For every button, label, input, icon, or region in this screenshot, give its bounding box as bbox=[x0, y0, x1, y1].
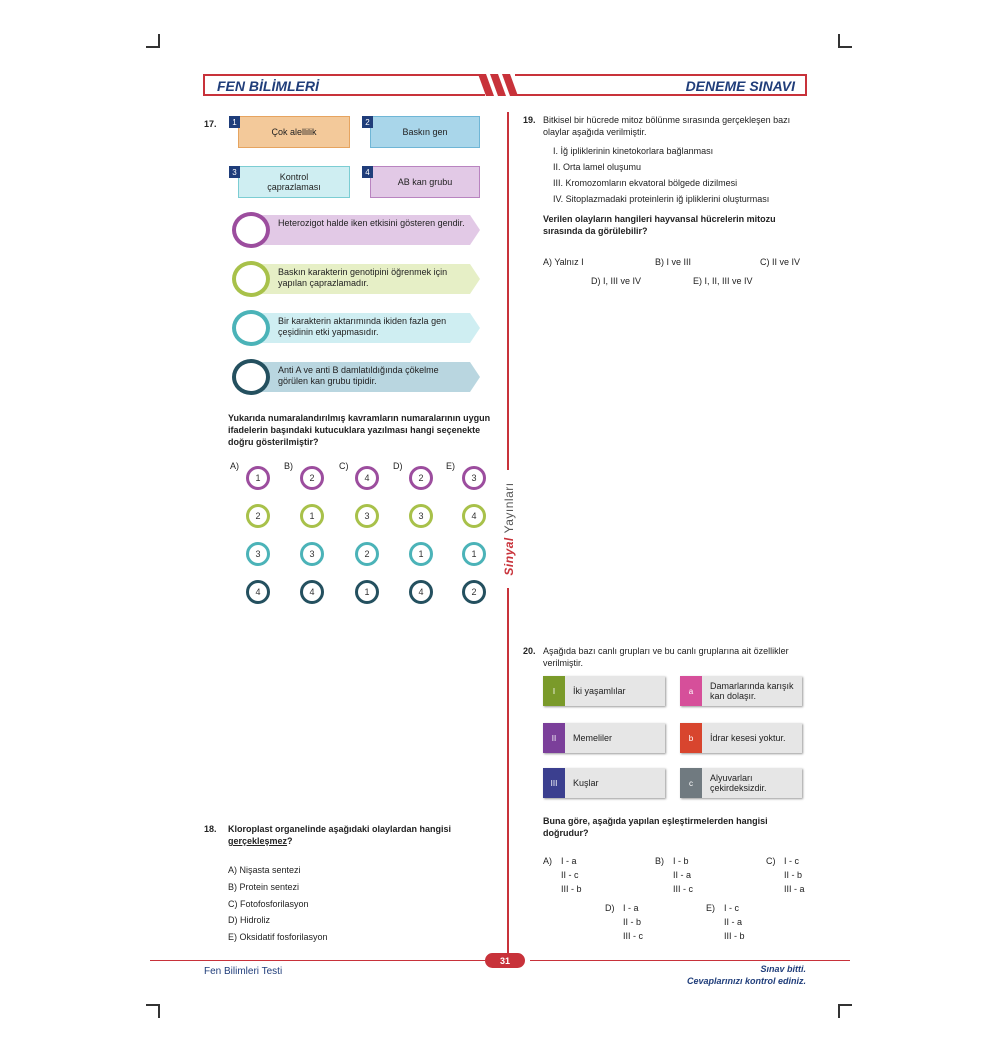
q17-option-circle bbox=[246, 504, 270, 528]
side-brand-part1: Sinyal bbox=[502, 537, 516, 576]
q19-question: Verilen olayların hangileri hayvansal hücrelerin mitozu sırasında da görülebilir? bbox=[543, 214, 776, 236]
header-right-box bbox=[515, 74, 807, 96]
q17-option-circle bbox=[409, 542, 433, 566]
q17-answer-box bbox=[232, 261, 270, 297]
q20-group-3 bbox=[543, 768, 665, 798]
q17-question: Yukarıda numaralandırılmış kavramların numaralarının uygun ifadelerin başındaki kutucuklara yazılması hangi seçenekte doğru gösterilmiştir? bbox=[228, 413, 491, 447]
q20-feature-a bbox=[680, 676, 802, 706]
q20-group-label: Kuşlar bbox=[573, 778, 599, 788]
q17-option-value: 2 bbox=[255, 511, 261, 521]
column-divider-bottom bbox=[507, 588, 509, 953]
q18-question bbox=[228, 823, 498, 847]
q18-option-b[interactable]: B) Protein sentezi bbox=[228, 882, 300, 892]
q17-statement-text: Anti A ve anti B damlatıldığında çökelme görülen kan grubu tipidir. bbox=[278, 365, 439, 386]
q17-statement-2 bbox=[232, 261, 482, 297]
q20-feature-label: Alyuvarları çekirdeksizdir. bbox=[710, 773, 767, 793]
q17-concept-label: Baskın gen bbox=[402, 127, 448, 137]
q17-option-circle bbox=[300, 580, 324, 604]
q17-option-value: 2 bbox=[309, 473, 315, 483]
q17-concept-number: 1 bbox=[229, 116, 240, 128]
q17-concept-box-1 bbox=[238, 116, 350, 148]
q20-feature-label: Damarlarında karışık kan dolaşır. bbox=[710, 681, 794, 701]
q19-number: 19. bbox=[523, 115, 536, 125]
footer-test-name: Fen Bilimleri Testi bbox=[204, 966, 283, 977]
footer-end-line-2: Cevaplarınızı kontrol ediniz. bbox=[686, 976, 806, 986]
crop-mark-bottom-left bbox=[146, 1004, 160, 1018]
q20-option-line: II - a bbox=[673, 870, 692, 880]
q20-option-line: I - a bbox=[561, 856, 577, 866]
crop-mark-bottom-right bbox=[838, 1004, 852, 1018]
q19-option-e[interactable]: E) I, II, III ve IV bbox=[693, 276, 753, 286]
footer-line-left bbox=[150, 960, 485, 961]
q20-feature-c bbox=[680, 768, 802, 798]
q17-statement-text: Heterozigot halde iken etkisini gösteren gendir. bbox=[278, 218, 465, 228]
q17-option-circle bbox=[462, 466, 486, 490]
q17-statement-1 bbox=[232, 212, 482, 248]
q17-option-value: 4 bbox=[255, 587, 261, 597]
q17-option-value: 4 bbox=[418, 587, 424, 597]
q20-option-line: II - c bbox=[561, 870, 579, 880]
q17-concept-number: 2 bbox=[362, 116, 373, 128]
q17-option-circle bbox=[409, 504, 433, 528]
q17-number: 17. bbox=[204, 119, 217, 129]
side-brand bbox=[495, 470, 523, 588]
q17-option-value: 2 bbox=[471, 587, 477, 597]
header-left-box bbox=[203, 74, 485, 96]
q17-option-value: 4 bbox=[471, 511, 477, 521]
q17-option-label[interactable]: E) bbox=[446, 461, 455, 471]
q17-option-label[interactable]: A) bbox=[230, 461, 239, 471]
q20-option-label[interactable]: D) bbox=[605, 903, 615, 913]
q17-option-label[interactable]: D) bbox=[393, 461, 403, 471]
q17-answer-box bbox=[232, 359, 270, 395]
q17-option-value: 3 bbox=[471, 473, 477, 483]
q20-feature-tag: c bbox=[680, 768, 702, 798]
q17-concept-label: Çok alellilik bbox=[271, 127, 317, 137]
footer-line-right bbox=[530, 960, 850, 961]
q20-option-line: III - c bbox=[623, 931, 643, 941]
q20-option-line: II - a bbox=[724, 917, 743, 927]
q17-option-value: 2 bbox=[418, 473, 424, 483]
q17-option-value: 1 bbox=[309, 511, 315, 521]
q20-option-line: III - b bbox=[724, 931, 745, 941]
crop-mark-top-right bbox=[838, 34, 852, 48]
q19-item-1: I. İğ ipliklerinin kinetokorlara bağlanması bbox=[553, 146, 714, 156]
q19-option-d[interactable]: D) I, III ve IV bbox=[591, 276, 642, 286]
q17-option-circle bbox=[355, 504, 379, 528]
q20-feature-b bbox=[680, 723, 802, 753]
q20-question: Buna göre, aşağıda yapılan eşleştirmelerden hangisi doğrudur? bbox=[543, 816, 768, 838]
q17-answer-box bbox=[232, 310, 270, 346]
q17-option-circle bbox=[246, 542, 270, 566]
q20-number: 20. bbox=[523, 646, 536, 656]
q19-item-3: III. Kromozomların ekvatoral bölgede dizilmesi bbox=[553, 178, 738, 188]
q17-option-circle bbox=[246, 466, 270, 490]
page-number: 31 bbox=[485, 953, 525, 968]
q20-option-line: I - c bbox=[724, 903, 739, 913]
q17-option-circle bbox=[462, 580, 486, 604]
q19-option-a[interactable]: A) Yalnız I bbox=[543, 257, 584, 267]
q17-concept-number: 3 bbox=[229, 166, 240, 178]
q20-option-line: I - c bbox=[784, 856, 799, 866]
q20-option-label[interactable]: B) bbox=[655, 856, 664, 866]
q20-group-1 bbox=[543, 676, 665, 706]
q17-option-circle bbox=[409, 580, 433, 604]
q19-intro: Bitkisel bir hücrede mitoz bölünme sırasında gerçekleşen bazı olaylar aşağıda verilmiştir. bbox=[543, 115, 791, 137]
q20-option-line: II - b bbox=[623, 917, 642, 927]
q17-option-label[interactable]: C) bbox=[339, 461, 349, 471]
q17-option-value: 1 bbox=[364, 587, 370, 597]
q18-option-d[interactable]: D) Hidroliz bbox=[228, 915, 271, 925]
q17-option-circle bbox=[355, 580, 379, 604]
q20-option-label[interactable]: C) bbox=[766, 856, 776, 866]
q17-statement-4 bbox=[232, 359, 482, 395]
q18-option-e[interactable]: E) Oksidatif fosforilasyon bbox=[228, 932, 328, 942]
crop-mark-top-left bbox=[146, 34, 160, 48]
q17-option-label[interactable]: B) bbox=[284, 461, 293, 471]
q20-feature-tag: a bbox=[680, 676, 702, 706]
q20-option-line: III - c bbox=[673, 884, 693, 894]
q17-concept-number: 4 bbox=[362, 166, 373, 178]
q17-answer-box bbox=[232, 212, 270, 248]
side-brand-part2: Yayınları bbox=[502, 482, 516, 534]
q17-option-value: 4 bbox=[364, 473, 370, 483]
q20-option-label[interactable]: A) bbox=[543, 856, 552, 866]
q17-option-circle bbox=[462, 542, 486, 566]
q17-option-circle bbox=[355, 542, 379, 566]
q20-option-line: I - b bbox=[673, 856, 689, 866]
q20-group-label: Memeliler bbox=[573, 733, 613, 743]
q18-question-part-a: Kloroplast organelinde aşağıdaki olaylardan hangisi bbox=[228, 824, 452, 834]
q17-concept-box-2 bbox=[370, 116, 480, 148]
q17-concept-label: AB kan grubu bbox=[397, 177, 453, 187]
q17-option-value: 2 bbox=[364, 549, 370, 559]
q17-option-value: 3 bbox=[418, 511, 424, 521]
q19-option-b[interactable]: B) I ve III bbox=[655, 257, 692, 267]
q18-option-a[interactable]: A) Nişasta sentezi bbox=[228, 865, 301, 875]
q20-group-tag: II bbox=[543, 723, 565, 753]
q17-concept-label: Kontrol çaprazlaması bbox=[267, 172, 321, 192]
q17-statement-3 bbox=[232, 310, 482, 346]
column-divider-top bbox=[507, 112, 509, 470]
q17-option-circle bbox=[300, 466, 324, 490]
header-left-title: FEN BİLİMLERİ bbox=[217, 78, 319, 94]
q18-number: 18. bbox=[204, 824, 217, 834]
q20-option-line: II - b bbox=[784, 870, 803, 880]
q19-item-4: IV. Sitoplazmadaki proteinlerin iğ ipliklerini oluşturması bbox=[553, 194, 770, 204]
q20-option-label[interactable]: E) bbox=[706, 903, 715, 913]
q20-group-2 bbox=[543, 723, 665, 753]
q17-option-value: 4 bbox=[309, 587, 315, 597]
q17-option-circle bbox=[355, 466, 379, 490]
q20-option-line: III - b bbox=[561, 884, 582, 894]
q20-intro: Aşağıda bazı canlı grupları ve bu canlı gruplarına ait özellikler verilmiştir. bbox=[543, 646, 789, 668]
q20-option-line: III - a bbox=[784, 884, 805, 894]
q17-option-value: 1 bbox=[255, 473, 261, 483]
q20-feature-tag: b bbox=[680, 723, 702, 753]
q17-option-value: 3 bbox=[255, 549, 261, 559]
q17-option-circle bbox=[300, 542, 324, 566]
q17-statement-text: Baskın karakterin genotipini öğrenmek için yapılan çaprazlamadır. bbox=[278, 267, 448, 288]
q20-group-label: İki yaşamlılar bbox=[573, 686, 626, 696]
q19-item-2: II. Orta lamel oluşumu bbox=[553, 162, 642, 172]
q19-option-c[interactable]: C) II ve IV bbox=[760, 257, 801, 267]
q17-option-circle bbox=[409, 466, 433, 490]
q18-question-negation: gerçekleşmez bbox=[228, 836, 288, 846]
q20-feature-label: İdrar kesesi yoktur. bbox=[710, 733, 786, 743]
header-stripes bbox=[478, 74, 520, 96]
q17-option-value: 1 bbox=[471, 549, 477, 559]
q17-option-value: 3 bbox=[364, 511, 370, 521]
q17-option-circle bbox=[462, 504, 486, 528]
q17-option-circle bbox=[300, 504, 324, 528]
header-right-title: DENEME SINAVI bbox=[685, 78, 795, 94]
q17-option-value: 1 bbox=[418, 549, 424, 559]
footer-end-line-1: Sınav bitti. bbox=[760, 964, 806, 974]
q17-concept-box-3 bbox=[238, 166, 350, 198]
q18-option-c[interactable]: C) Fotofosforilasyon bbox=[228, 899, 309, 909]
q20-group-tag: I bbox=[543, 676, 565, 706]
q20-option-line: I - a bbox=[623, 903, 639, 913]
q17-statement-text: Bir karakterin aktarımında ikiden fazla gen çeşidinin etki yapmasıdır. bbox=[278, 316, 447, 337]
q17-option-circle bbox=[246, 580, 270, 604]
q20-group-tag: III bbox=[543, 768, 565, 798]
q18-question-mark: ? bbox=[287, 836, 293, 846]
q17-option-value: 3 bbox=[309, 549, 315, 559]
q17-concept-box-4 bbox=[370, 166, 480, 198]
